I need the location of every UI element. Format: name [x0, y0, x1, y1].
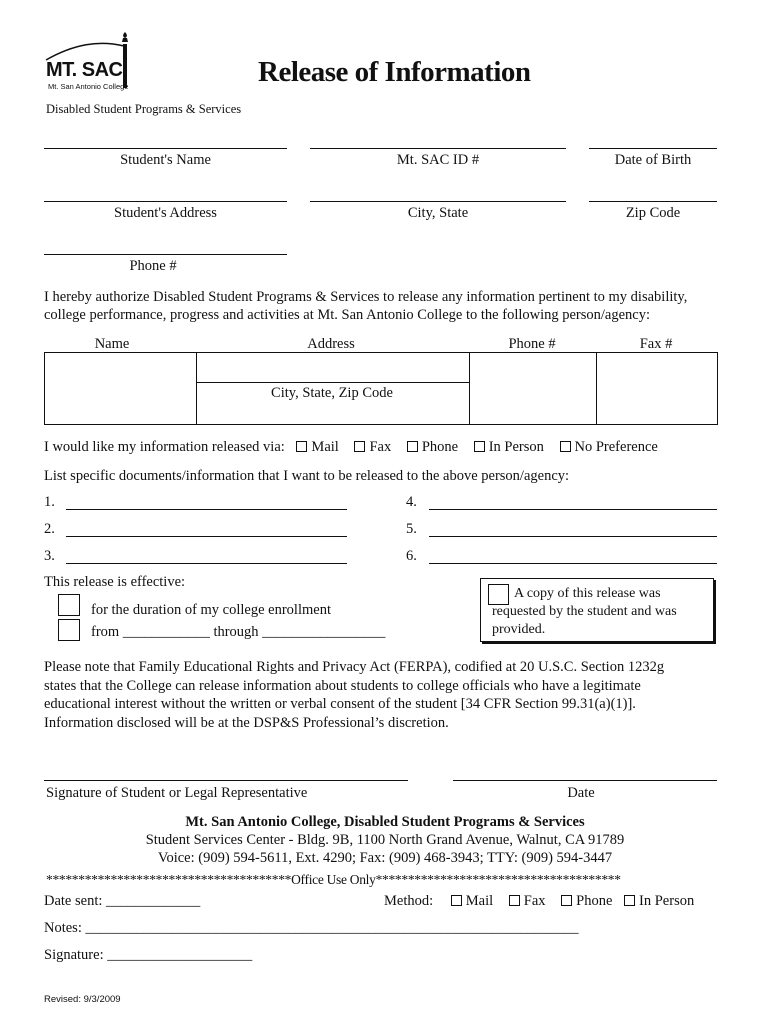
- doc-item-1-line[interactable]: [66, 509, 347, 510]
- student-name-label: Student's Name: [120, 152, 211, 168]
- doc-item-4-line[interactable]: [429, 509, 717, 510]
- method-mail[interactable]: Mail: [451, 893, 493, 909]
- in-person-checkbox[interactable]: [474, 441, 485, 452]
- method-fax-checkbox[interactable]: [509, 895, 520, 906]
- agency-phone-cell[interactable]: [469, 353, 596, 424]
- zip-label: Zip Code: [625, 205, 681, 221]
- copy-provided-checkbox[interactable]: [488, 584, 509, 605]
- doc-item-2-line[interactable]: [66, 536, 347, 537]
- from-label: from: [91, 624, 120, 640]
- date-range-checkbox[interactable]: [58, 619, 80, 641]
- doc-item-6-number: 6.: [406, 548, 417, 564]
- date-sent-row: [44, 893, 200, 910]
- city-state-line[interactable]: [310, 201, 566, 202]
- agency-phone-header: Phone #: [508, 336, 556, 352]
- city-state-label: City, State: [407, 205, 469, 221]
- page-title: Release of Information: [258, 56, 531, 88]
- documents-prompt: List specific documents/information that I want to be released to the above person/agency:: [44, 468, 570, 484]
- copy-box-line3: provided.: [492, 622, 546, 637]
- option-in-person[interactable]: In Person: [474, 439, 544, 455]
- method-mail-checkbox[interactable]: [451, 895, 462, 906]
- doc-item-3-number: 3.: [44, 548, 55, 564]
- college-logo: [44, 32, 144, 96]
- method-in-person[interactable]: In Person: [624, 893, 694, 909]
- dob-label: Date of Birth: [614, 152, 692, 168]
- option-no-preference[interactable]: No Preference: [560, 439, 658, 455]
- ferpa-line-2: states that the College can release information about students to college officials who have a legitimate: [44, 677, 641, 694]
- zip-line[interactable]: [589, 201, 717, 202]
- doc-item-6-line[interactable]: [429, 563, 717, 564]
- id-label: Mt. SAC ID #: [396, 152, 480, 168]
- office-signature-field[interactable]: ____________________: [107, 947, 253, 963]
- from-date-field[interactable]: ____________: [122, 624, 210, 640]
- agency-fax-cell[interactable]: [596, 352, 717, 424]
- footer-org: Mt. San Antonio College, Disabled Student Programs & Services: [185, 814, 585, 830]
- agency-fax-header: Fax #: [639, 336, 673, 352]
- method-row: [384, 893, 694, 910]
- department-name: Disabled Student Programs & Services: [46, 102, 242, 116]
- logo-text: MT. SAC: [46, 59, 123, 81]
- effective-heading: This release is effective:: [44, 574, 186, 590]
- release-via-row: [44, 439, 658, 456]
- signature-date-label: Date: [567, 785, 595, 801]
- doc-item-1-number: 1.: [44, 494, 55, 510]
- notes-field[interactable]: ____________________________________________________________________: [85, 920, 579, 936]
- copy-box-line1: A copy of this release was: [514, 586, 661, 601]
- doc-item-2-number: 2.: [44, 521, 55, 537]
- phone-checkbox[interactable]: [407, 441, 418, 452]
- option-fax[interactable]: Fax: [354, 439, 391, 455]
- mail-checkbox[interactable]: [296, 441, 307, 452]
- no-preference-checkbox[interactable]: [560, 441, 571, 452]
- agency-address-cell[interactable]: [196, 352, 470, 383]
- ferpa-line-4: Information disclosed will be at the DSP&S Professional’s discretion.: [44, 714, 449, 731]
- logo-subtext: Mt. San Antonio College: [48, 82, 129, 91]
- ferpa-notice: [44, 658, 664, 732]
- doc-item-5-number: 5.: [406, 521, 417, 537]
- dob-line[interactable]: [589, 148, 717, 149]
- date-range-row: [91, 624, 385, 641]
- method-fax[interactable]: Fax: [509, 893, 546, 909]
- fax-checkbox[interactable]: [354, 441, 365, 452]
- office-signature-row: [44, 947, 252, 964]
- footer-address: Student Services Center - Bldg. 9B, 1100 North Grand Avenue, Walnut, CA 91789: [145, 832, 625, 848]
- student-signature-line[interactable]: [44, 780, 408, 781]
- ferpa-line-3: educational interest without the written or verbal consent of the student [34 CFR Section 99.31(a)(1)].: [44, 696, 636, 712]
- duration-checkbox[interactable]: [58, 594, 80, 616]
- option-phone[interactable]: Phone: [407, 439, 458, 455]
- release-via-prompt: I would like my information released via:: [44, 439, 285, 455]
- office-use-banner: **************************************Office Use Only**************************************: [46, 872, 621, 887]
- ferpa-line-1: Please note that Family Educational Rights and Privacy Act (FERPA), codified at 20 U.S.C. Section 1232g: [44, 659, 665, 675]
- doc-item-3-line[interactable]: [66, 563, 347, 564]
- notes-label: Notes:: [44, 920, 82, 936]
- agency-name-header: Name: [94, 336, 130, 352]
- footer-contact: Voice: (909) 594-5611, Ext. 4290; Fax: (909) 468-3943; TTY: (909) 594-3447: [157, 850, 613, 866]
- method-in-person-checkbox[interactable]: [624, 895, 635, 906]
- signature-date-line[interactable]: [453, 780, 717, 781]
- signature-label: Signature of Student or Legal Representative: [46, 785, 308, 801]
- agency-name-cell[interactable]: [45, 353, 196, 424]
- date-sent-field[interactable]: _____________: [106, 893, 201, 909]
- method-label: Method:: [384, 893, 434, 909]
- authorization-text: I hereby authorize Disabled Student Programs & Services to release any information pertinent to my disability, college performance, progress and activities at Mt. San Antonio College to the following person/agency:: [44, 289, 688, 323]
- doc-item-5-line[interactable]: [429, 536, 717, 537]
- notes-row: [44, 920, 578, 937]
- method-phone[interactable]: Phone: [561, 893, 612, 909]
- copy-box-line2: requested by the student and was: [492, 604, 677, 619]
- student-name-line[interactable]: [44, 148, 287, 149]
- method-phone-checkbox[interactable]: [561, 895, 572, 906]
- through-label: through: [213, 624, 259, 640]
- office-signature-label: Signature:: [44, 947, 104, 963]
- doc-item-4-number: 4.: [406, 494, 417, 510]
- option-mail[interactable]: Mail: [296, 439, 338, 455]
- address-line[interactable]: [44, 201, 287, 202]
- phone-line[interactable]: [44, 254, 287, 255]
- duration-label: for the duration of my college enrollment: [91, 602, 331, 618]
- address-label: Student's Address: [114, 205, 217, 221]
- revised-date: Revised: 9/3/2009: [44, 994, 121, 1005]
- id-line[interactable]: [310, 148, 566, 149]
- through-date-field[interactable]: _________________: [262, 624, 386, 640]
- agency-city-state-zip-label: City, State, Zip Code: [271, 385, 393, 401]
- agency-address-header: Address: [307, 336, 355, 352]
- date-sent-label: Date sent:: [44, 893, 103, 909]
- phone-label: Phone #: [129, 258, 177, 274]
